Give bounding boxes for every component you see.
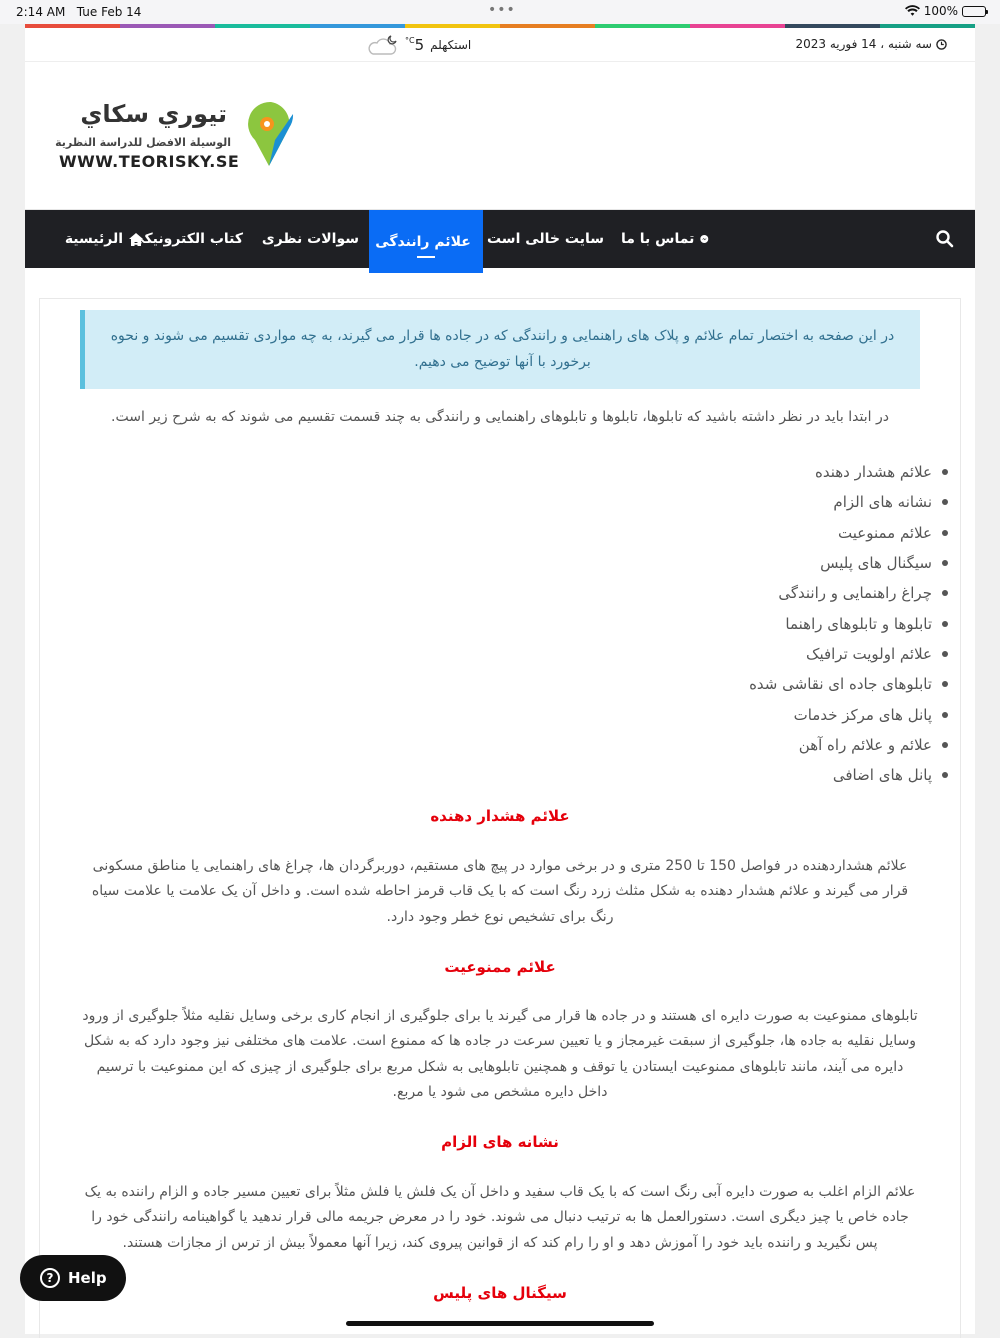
bullet-icon [942, 499, 948, 505]
list-item-label: علائم اولویت ترافیک [806, 644, 932, 663]
intro-paragraph: در ابتدا باید در نظر داشته باشید که تابلوها، تابلوها و تابلوهای راهنمایی و رانندگی به چند قسمت تقسیم می شوند که به شرح زیر است. [111, 409, 889, 425]
date-text: سه شنبه ، 14 فوريه 2023 [795, 37, 932, 51]
list-item [40, 518, 948, 548]
section-text-warning: علائم هشداردهنده در فواصل 150 تا 250 متری و در برخی موارد در پیچ های مستقیم، دوربرگردان ها، چراغ های راهنمایی یا مناطق مسکونی قرار می گیرند و علائم هشدار دهنده به شکل مثلث زرد رنگ است که با یک قاب قرمز احاطه شده است. و داخل آن یک علامت یا علامت سیاه رنگ برای تشخیص نوع خطر وجود دارد. [91, 858, 909, 925]
bullet-icon [942, 742, 948, 748]
header [25, 62, 975, 210]
nav-label-questions: سوالات نظری [261, 231, 359, 247]
list-item-label: علائم ممنوعیت [837, 523, 932, 542]
list-item-label: تابلوهای جاده ای نقاشی شده [749, 675, 932, 694]
list-item [40, 669, 948, 699]
brand-url: WWW.TEORISKY.SE [59, 152, 240, 171]
section-text-mandatory: علائم الزام اغلب به صورت دایره آبی رنگ است که با یک قاب سفید و داخل آن یک فلش یا فلش مثلاً برای تعیین مسیر جاده و الزام راننده به یک جاده خاص یا چیز دیگری است. دستورالعمل ها به ترتیب دنبال می شوند. خود را در معرض جریمه مالی قرار ندهید یا گواهینامه رانندگی خود را پس نگیرید و راننده باید خود را آموزش دهد و او را رام کند که از قوانین پیروی کند، زیرا آنها معمولاً بیش از ترس از مجازات هستند. [84, 1184, 916, 1251]
bullet-icon [942, 712, 948, 718]
list-item [40, 487, 948, 517]
messenger-icon [700, 232, 709, 246]
list-item-label: نشانه های الزام [833, 493, 932, 512]
site-logo[interactable] [47, 100, 297, 180]
cloudy-night-icon [365, 34, 399, 56]
search-icon[interactable] [935, 229, 955, 249]
bullet-icon [942, 651, 948, 657]
main-nav [25, 210, 975, 268]
list-item-label: سیگنال های پلیس [820, 554, 932, 573]
weather-widget [365, 34, 471, 56]
home-indicator[interactable] [346, 1321, 654, 1326]
list-item [40, 699, 948, 729]
status-time: 2:14 AM Tue Feb 14 [16, 5, 142, 19]
list-item-label: علائم و علائم راه آهن [798, 735, 932, 754]
section-title-mandatory: نشانه های الزام [441, 1133, 559, 1151]
battery-icon [962, 6, 986, 17]
page [25, 24, 975, 1334]
list-item [40, 639, 948, 669]
battery-percent: 100% [923, 4, 958, 18]
brand-tagline: الوسيلة الافضل للدراسة النظرية [55, 136, 231, 149]
list-item [40, 760, 948, 790]
bullet-icon [942, 590, 948, 596]
help-button[interactable] [20, 1255, 126, 1301]
bullet-icon [942, 621, 948, 627]
nav-label-home: الرئيسية [64, 231, 123, 247]
list-item [40, 730, 948, 760]
city-name: استکهلم [430, 38, 472, 52]
nav-item-home[interactable] [47, 210, 143, 268]
nav-label-contact: تماس با ما [621, 231, 695, 247]
list-item-label: پانل های مرکز خدمات [793, 705, 932, 724]
clock-icon [936, 39, 947, 50]
bullet-icon [942, 560, 948, 566]
info-notice: در این صفحه به اختصار تمام علائم و پلاک های راهنمایی و رانندگی که در جاده ها قرار می گیرند، به چه مواردی تقسیم می شوند و نحوه برخورد با آنها توضیح می دهیم. [80, 310, 920, 389]
bullet-icon [942, 772, 948, 778]
list-item-label: چراغ راهنمایی و رانندگی [778, 584, 932, 603]
nav-item-ebook[interactable] [131, 210, 249, 268]
sign-category-list [40, 457, 948, 790]
nav-item-signs[interactable] [369, 210, 483, 273]
status-right [905, 4, 986, 18]
list-item [40, 457, 948, 487]
temperature: 5 [414, 36, 425, 54]
question-icon: ? [40, 1268, 60, 1288]
brand-name: تيوري سكاي [80, 100, 227, 128]
date-display [795, 37, 947, 51]
help-label: Help [68, 1269, 107, 1287]
location-pin-icon [245, 100, 297, 170]
wifi-icon [905, 5, 920, 17]
temp-unit: °C [405, 36, 415, 45]
nav-item-contact[interactable] [621, 210, 709, 268]
nav-label-signs: علائم رانندگی [375, 233, 471, 250]
ios-status-bar [0, 0, 1000, 24]
top-bar [25, 28, 975, 62]
list-item [40, 578, 948, 608]
section-title-warning: علائم هشدار دهنده [430, 807, 570, 825]
multitasking-dots-icon[interactable]: ••• [488, 2, 516, 18]
section-text-prohibition: تابلوهای ممنوعیت به صورت دایره ای هستند و در جاده ها قرار می گیرند یا برای جلوگیری از انجام کاری برخی وسایل نقلیه مثلاً جلوگیری از ورود وسایل نقلیه به جاده ها، جلوگیری از سبقت غیرمجاز و یا تعیین سرعت در جاده ها که ممنوع است. علامت های مختلفی نیز وجود دارد که به شکل دایره می آیند، مانند تابلوهای ممنوعیت ایستادن یا توقف و همچنین تابلوهایی به شکل مربع برای جلوگیری از چیزی که این ممنوعیت با ترسیم داخل دایره مشخص می شود یا مربع. [82, 1008, 918, 1100]
list-item-label: تابلوها و تابلوهای راهنما [785, 614, 932, 633]
list-item [40, 548, 948, 578]
article [39, 298, 961, 1338]
nav-label-empty-site: سایت خالی است [486, 231, 604, 247]
list-item [40, 608, 948, 638]
bullet-icon [942, 469, 948, 475]
list-item-label: علائم هشدار دهنده [814, 463, 932, 482]
nav-label-ebook: کتاب الکترونیکی [130, 231, 243, 247]
bullet-icon [942, 681, 948, 687]
bullet-icon [942, 530, 948, 536]
nav-item-questions[interactable] [263, 210, 365, 268]
nav-item-empty-site[interactable] [486, 210, 610, 268]
list-item-label: پانل های اضافی [832, 766, 932, 785]
section-title-prohibition: علائم ممنوعیت [444, 958, 556, 976]
section-title-police: سیگنال های پلیس [433, 1284, 567, 1302]
